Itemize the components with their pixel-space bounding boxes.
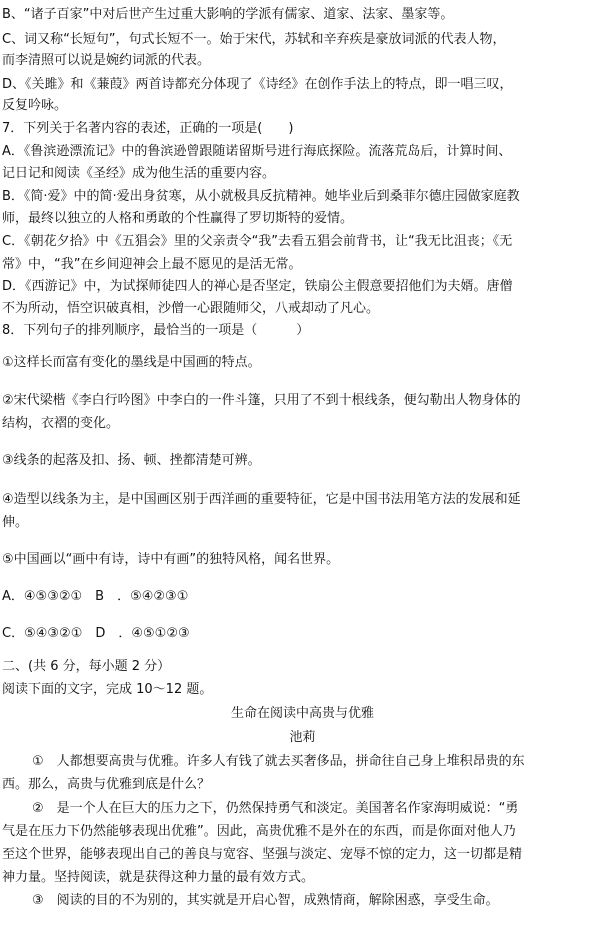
q8-sentence-4: ④造型以线条为主，是中国画区别于西洋画的重要特征，它是中国书法用笔方法的发展和延 (2, 492, 521, 507)
q7-option-d: D．《西游记》中，为试探师徒四人的禅心是否坚定，铁扇公主假意要招他们为夫婿。唐僧 (2, 279, 513, 294)
q7-option-a-cont: 记日记和阅读《圣经》成为他生活的重要内容。 (2, 166, 276, 181)
paragraph-2: ② 是一个人在巨大的压力之下，仍然保持勇气和淡定。美国著名作家海明威说：“勇 (32, 801, 519, 816)
q8-options-cd: C．⑤④③②① D ．④⑤①②③ (2, 626, 190, 641)
q8-sentence-2: ②宋代梁楷《李白行吟图》中李白的一件斗篷，只用了不到十根线条，便勾勒出人物身体的 (2, 393, 521, 408)
q7-option-c-cont: 常》中，“我”在乡间迎神会上最不愿见的是活无常。 (2, 257, 302, 272)
paragraph-3: ③ 阅读的目的不为别的，其实就是开启心智，成熟情商，解除困惑，享受生命。 (32, 893, 499, 908)
article-author: 池莉 (289, 730, 316, 745)
q8-sentence-3: ③线条的起落及扣、扬、顿、挫都清楚可辨。 (2, 453, 261, 468)
option-c-ci-poetry: C、词又称“长短句”，句式长短不一。始于宋代，苏轼和辛弃疾是豪放词派的代表人物， (2, 32, 506, 47)
q7-option-d-cont: 不为所动，悟空识破真相，沙僧一心跟随师父，八戒却动了凡心。 (2, 301, 380, 316)
option-c-ci-poetry-cont: 而李清照可以说是婉约词派的代表。 (2, 53, 211, 68)
question-7: 7．下列关于名著内容的表述，正确的一项是( ) (2, 121, 294, 136)
paragraph-2-cont-3: 神力量。坚持阅读，就是获得这种力量的最有效方式。 (2, 870, 315, 885)
q7-option-b-cont: 师，最终以独立的人格和勇敢的个性赢得了罗切斯特的爱情。 (2, 211, 354, 226)
article-title: 生命在阅读中高贵与优雅 (230, 706, 374, 721)
option-d-shijing: D、《关雎》和《蒹葭》两首诗都充分体现了《诗经》在创作手法上的特点，即一唱三叹， (2, 77, 513, 92)
q7-option-c: C．《朝花夕拾》中《五猖会》里的父亲责令“我”去看五猖会前背书，让“我无比沮丧；《无 (2, 234, 513, 249)
option-d-shijing-cont: 反复吟咏。 (2, 98, 68, 113)
paragraph-2-cont-1: 气是在压力下仍然能够表现出优雅”。因此，高贵优雅不是外在的东西，而是你面对他人乃 (2, 824, 516, 839)
q8-sentence-1: ①这样长而富有变化的墨线是中国画的特点。 (2, 355, 261, 370)
section-two-heading: 二、(共 6 分，每小题 2 分） (2, 659, 171, 674)
option-b-schools: B、“诸子百家”中对后世产生过重大影响的学派有儒家、道家、法家、墨家等。 (2, 7, 454, 22)
paragraph-1: ① 人都想要高贵与优雅。许多人有钱了就去买奢侈品，拼命往自己身上堆积昂贵的东 (32, 754, 525, 769)
q8-sentence-5: ⑤中国画以“画中有诗，诗中有画”的独特风格，闻名世界。 (2, 552, 340, 567)
reading-instructions: 阅读下面的文字，完成 10～12 题。 (2, 682, 213, 697)
q8-sentence-4-cont: 伸。 (2, 515, 29, 530)
q7-option-a: A．《鲁滨逊漂流记》中的鲁滨逊曾跟随诺留斯号进行海底探险。流落荒岛后，计算时间、 (2, 144, 512, 159)
question-8: 8．下列句子的排列顺序，最恰当的一项是（ ） (2, 323, 310, 338)
q7-option-b: B．《简·爱》中的简·爱出身贫寒，从小就极具反抗精神。她毕业后到桑菲尔德庄园做家庭教 (2, 189, 520, 204)
paragraph-1-cont: 西。那么，高贵与优雅到底是什么？ (2, 777, 211, 792)
q8-sentence-2-cont: 结构，衣褶的变化。 (2, 416, 120, 431)
paragraph-2-cont-2: 至这个世界，能够表现出自己的善良与宽容、坚强与淡定、宠辱不惊的定力，这一切都是精 (2, 847, 523, 862)
q8-options-ab: A．④⑤③②① B ．⑤④②③① (2, 589, 189, 604)
